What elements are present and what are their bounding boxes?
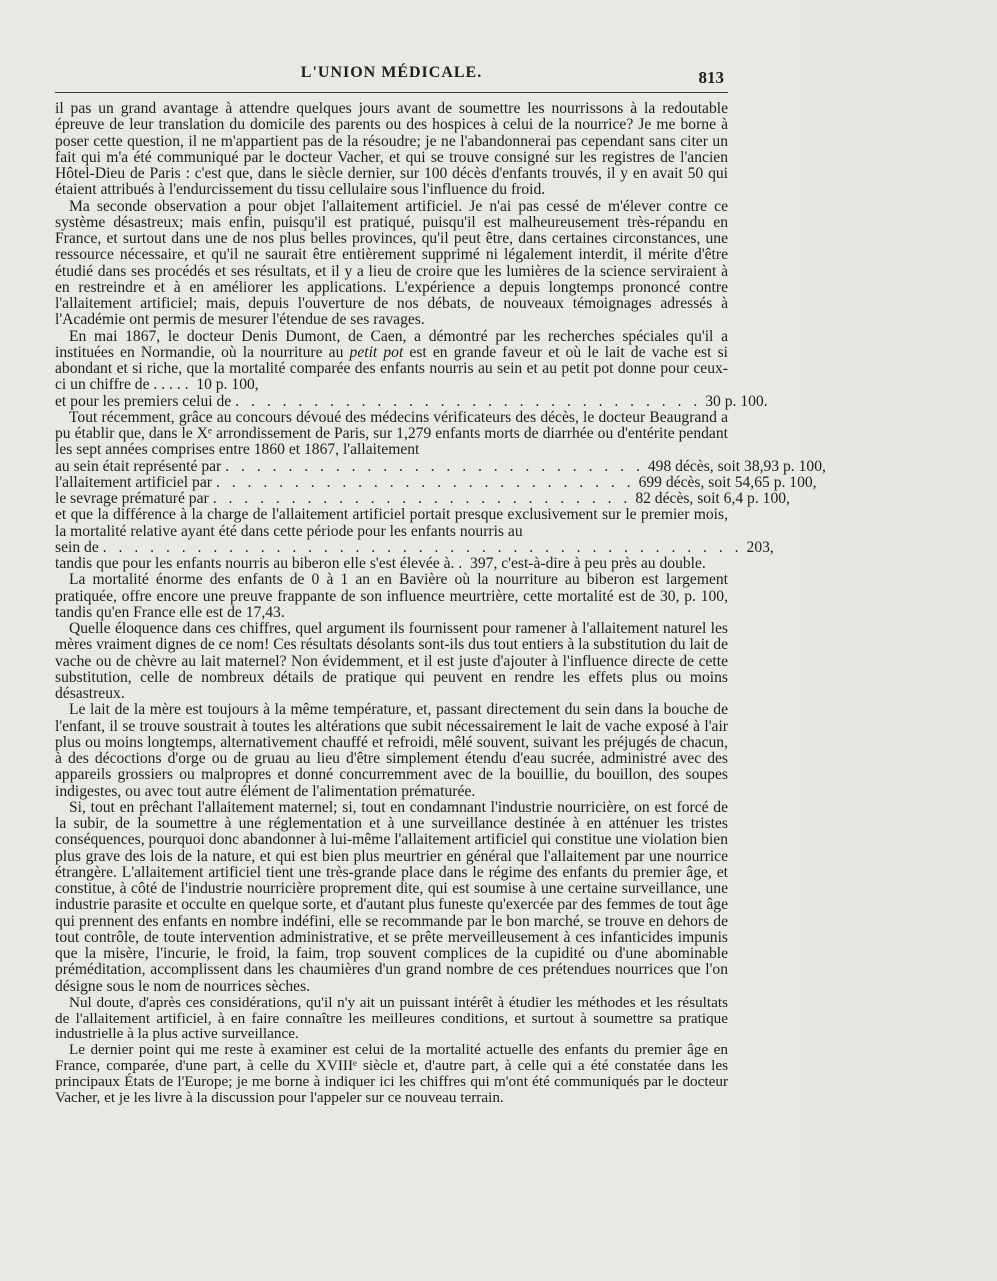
stat-label: au sein était représenté par bbox=[55, 457, 222, 475]
stat-label: l'allaitement artificiel par bbox=[55, 473, 212, 491]
stat-value: 699 décès, soit 54,65 p. 100, bbox=[638, 473, 817, 491]
paragraph-4-end: tandis que pour les enfants nourris au biberon elle s'est élevée à. . 397, c'est-à-dire à peu près au double. bbox=[55, 555, 706, 572]
paragraph-10: Le dernier point qui me reste à examiner est celui de la mortalité actuelle des enfants du premier âge en France, comparée, d'une part, à celle du XVIIIᵉ siècle et, d'autre part, à celle qui a été constatée dans les principaux États de l'Europe; je me borne à indiquer ici les chiffres qui m'ont été communiqués par le docteur Vacher, et je les livre à la discussion pour l'appeler sur ce nouveau terrain. bbox=[55, 1041, 728, 1106]
stat-label: le sevrage prématuré par bbox=[55, 490, 209, 507]
running-head: L'UNION MÉDICALE. bbox=[300, 64, 483, 81]
paragraph-4-end-value: 397, c'est-à-dire à peu bbox=[470, 555, 608, 572]
paragraph-3-text-a: En mai 1867, le docteur Denis Dumont, de Caen, a démontré par les recherches spéciales qu'il a instituées en Normandie, où la nourriture au bbox=[55, 327, 728, 361]
leader-label: et pour les premiers celui de bbox=[55, 392, 232, 410]
leader-dots: . . . . . . . . . . . . . . . . . . . . . . . . . . . . . . . . . . . . . . . . . bbox=[102, 538, 743, 556]
paragraph-2: Ma seconde observation a pour objet l'allaitement artificiel. Je n'ai pas cessé de m'élever contre ce système désastreux; mais enfin, puisqu'il est pratiqué, puisqu'il est malheureusement très-répandu en France, et surtout dans une de nos plus belles provinces, qu'il peut être, dans certaines circonstances, une ressource nécessaire, et qu'il ne saurait être entièrement supprimé ni légalement interdit, il mérite d'être étudié dans ses procédés et ses résultats, et il y a lieu de croire que les lumières de la science serviraient à en restreindre et à en améliorer les applications. L'expérience a depuis longtemps prononcé contre l'allaitement artificiel; mais, depuis l'ouverture de nos débats, de nouveaux témoignages adressés à l'Académie ont permis de mesurer l'étendue de ses ravages. bbox=[55, 197, 728, 329]
leader-dots: . . . . . . . . . . . . . . . . . . . . . . . . . . . bbox=[212, 490, 632, 507]
stat-row-sein bbox=[55, 538, 774, 556]
leader-dots: . . . . . . . . . . . . . . . . . . . . . . . . . . . . . . bbox=[235, 392, 702, 410]
leader-dots: . . . . . . . . . . . . . . . . . . . . . . . . . . . bbox=[215, 473, 635, 491]
paragraph-6: Quelle éloquence dans ces chiffres, quel argument ils fournissent pour ramener à l'allaitement naturel les mères vraiment dignes de ce nom! Ces résultats désolants sont-ils dus tout entiers à la substitution du lait de vache ou de chèvre au lait maternel? Non évidemment, et il est juste d'ajouter à l'influence directe de cette substitution, celle de nombreux détails de pratique qui peuvent en rendre les effets plus ou moins désastreux. bbox=[55, 620, 729, 702]
stat-value: 82 décès, soit 6,4 p. 100, bbox=[635, 490, 790, 507]
paragraph-3-value-1: 10 p. 100, bbox=[196, 376, 259, 394]
paragraph-8: Si, tout en prêchant l'allaitement maternel; si, tout en condamnant l'industrie nourricière, on est forcé de la subir, de la soumettre à une réglementation et à une surveillance destinée à en atténuer les tristes conséquences, pourquoi donc abandonner à lui-même l'allaitement artificiel qui constitue une violation bien plus grave des lois de la nature, et qui est bien plus meurtrier en général que l'allaitement par une nourrice étrangère. L'allaitement artificiel tient une très-grande place dans le régime des enfants du premier âge, et constitue, à côté de l'industrie nourricière proprement dite, qui est soumise à une certaine surveillance, une industrie parasite et occulte en quelque sorte, et d'autant plus funeste qu'exercée par des femmes de tout âge qui prennent des enfants en nombre indéfini, elle se recommande par le bon marché, se trouve en dehors de tout contrôle, de toute intervention administrative, et se prête merveilleusement à ces infanticides impunis que la misère, l'incurie, le froid, la faim, trop souvent complices de la cupidité ou d'une abominable préméditation, accomplissent dans les chaumières d'un grand nombre de ces prétendues nourrices que l'on désigne sous le nom de nourrices sèches. bbox=[55, 798, 728, 995]
paragraph-4: Tout récemment, grâce au concours dévoué des médecins vérificateurs des décès, le docteur Beaugrand a pu établir que, dans le Xᵉ arrondissement de Paris, sur 1,279 enfants morts de diarrhée ou d'entérite pendant les sept années comprises entre 1860 et 1867, l'allaitement bbox=[55, 408, 728, 459]
stat-row-breast bbox=[55, 457, 826, 475]
paragraph-9: Nul doute, d'après ces considérations, qu'il n'y ait un puissant intérêt à étudier les méthodes et les résultats de l'allaitement artificiel, à en faire connaître les meilleures conditions, et surtout à soumettre sa pratique industrielle à la plus active surveillance. bbox=[55, 993, 728, 1043]
stat-label: sein de bbox=[55, 538, 99, 556]
stat-row-weaning bbox=[55, 490, 790, 507]
page-header bbox=[55, 62, 728, 93]
paragraph-5: La mortalité énorme des enfants de 0 à 1 an en Bavière où la nourriture au biberon est largement pratiquée, offre encore une preuve frappante de son influence meurtrière, cette mortalité est de 30, p. 100, tandis qu'en France elle est de 17,43. bbox=[55, 571, 728, 621]
stat-row-artificial bbox=[55, 473, 817, 491]
paragraph-1: il pas un grand avantage à attendre quelques jours avant de soumettre les nourrissons à la redoutable épreuve de leur translation du domicile des parents ou des hospices à celui de la nourrice? Je me borne à poser cette question, il ne m'appartient pas de la résoudre; je ne l'abandonnerai pas cependant sans citer un fait qui m'a été communiqué par le docteur Vacher, et qui se trouve consigné sur les registres de l'ancien Hôtel-Dieu de Paris : c'est que, dans le siècle dernier, sur 100 décès d'enfants trouvés, il y en avait 50 qui étaient attribués à l'endurcissement du tissu cellulaire sous l'influence du froid. bbox=[55, 100, 728, 199]
stat-value: 498 décès, soit 38,93 p. 100, bbox=[647, 457, 826, 475]
leader-line-first bbox=[55, 392, 768, 410]
leader-dots: . . . . . . . . . . . . . . . . . . . . . . . . . . . bbox=[225, 457, 644, 475]
leader-value: 30 p. 100. bbox=[705, 392, 768, 410]
paragraph-3: En mai 1867, le docteur Denis Dumont, de Caen, a démontré par les recherches spéciales qu'il a instituées en Normandie, où la nourriture au petit pot est en grande faveur et où le lait de vache est si abondant et si riche, que la mortalité comparée des enfants nourris au sein et au petit pot donne pour ceux-ci un chiffre de . . . . . 10 p. 100, bbox=[55, 327, 728, 394]
paragraph-4-middle: et que la différence à la charge de l'allaitement artificiel portait presque exclusivement sur le premier mois, la mortalité relative ayant été dans cette période pour les enfants nourris au bbox=[55, 506, 728, 540]
paragraph-3-text-b: est en grande faveur et où le lait de vache est si abondant et si riche, que la mortalité comparée des enfants nourris au sein et au petit pot donne pour ceux-ci un chiffre de bbox=[55, 343, 728, 394]
stat-value: 203, bbox=[746, 538, 774, 556]
paragraph-7: Le lait de la mère est toujours à la même température, et, passant directement du sein dans la bouche de l'enfant, il se trouve soustrait à toutes les altérations que subit nécessairement le lait de vache exposé à l'air plus ou moins longtemps, alternativement chauffé et refroidi, mêlé souvent, suivant les préjugés de chacun, à des décoctions d'orge ou de gruau au lieu d'être simplement étendu d'eau sucrée, administré avec des appareils grossiers ou malpropres et donné concurremment avec de la bouillie, du bouillon, des soupes indigestes, ou avec tout autre élément de l'alimentation prématurée. bbox=[55, 701, 728, 800]
page-number: 813 bbox=[698, 68, 724, 87]
article-body bbox=[55, 100, 826, 1106]
paragraph-3-italic: petit pot bbox=[349, 343, 404, 361]
paragraph-4-end-text: tandis que pour les enfants nourris au biberon elle s'est élevée à. bbox=[55, 555, 455, 572]
paragraph-4-end-tail: près au double. bbox=[610, 555, 706, 572]
